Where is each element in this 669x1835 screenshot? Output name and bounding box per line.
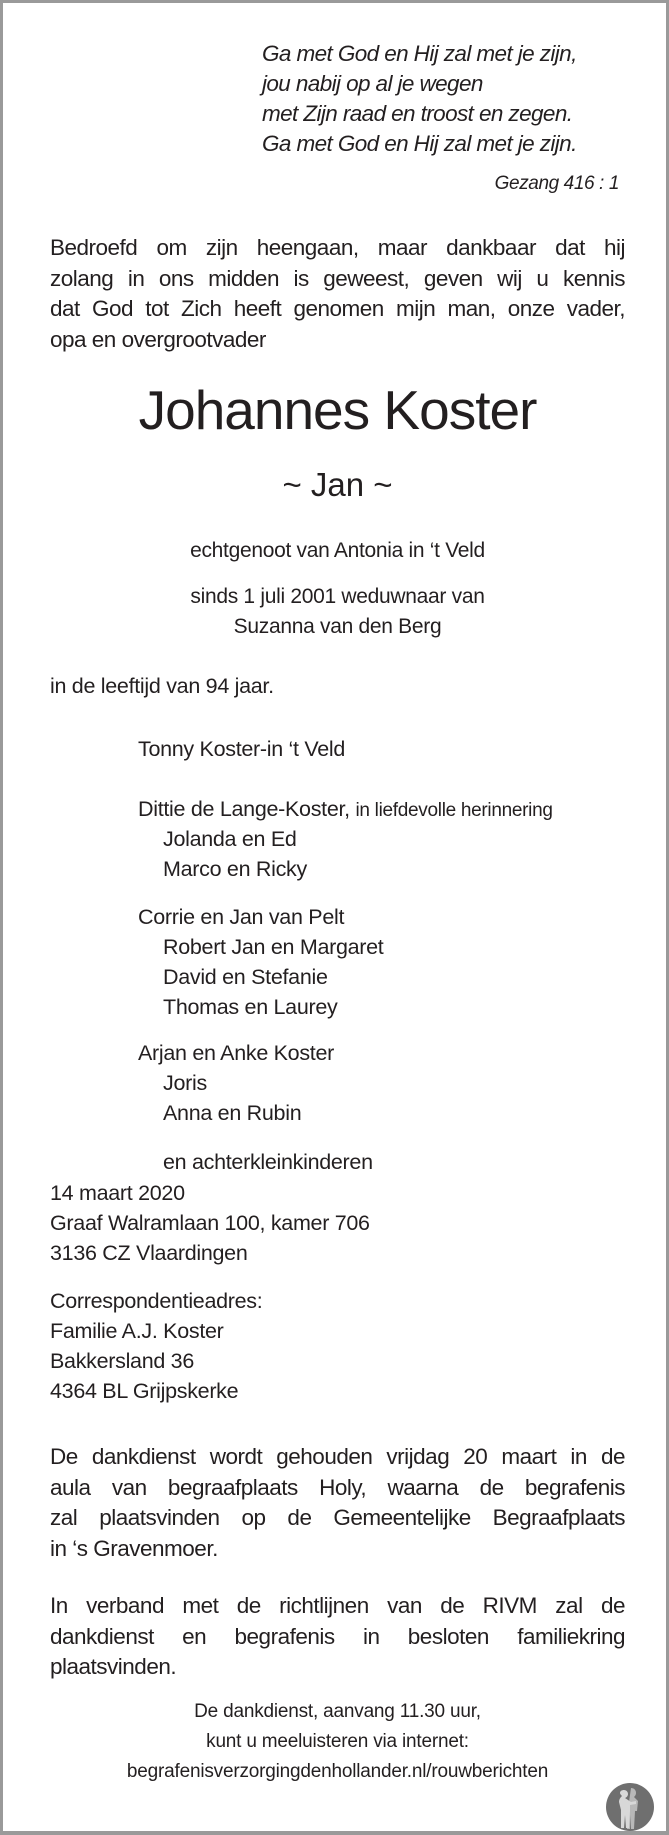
family-child: Corrie en Jan van Pelt [138,905,345,929]
great-grandchildren: en achterkleinkinderen [163,1150,373,1174]
poem-line: met Zijn raad en troost en zegen. [262,101,573,126]
notice-line: In verband met de richtlijnen van de RIVM zal de [50,1593,625,1618]
correspondence-label: Correspondentieadres: [50,1289,263,1313]
notice-paragraph [50,1591,625,1683]
correspondence-city: 4364 BL Grijpskerke [50,1379,239,1403]
spouse-line: echtgenoot van Antonia in ‘t Veld [190,539,485,562]
correspondence-name: Familie A.J. Koster [50,1319,224,1343]
deceased-name: Johannes Koster [138,379,537,441]
service-line: De dankdienst wordt gehouden vrijdag 20 maart in de [50,1444,625,1469]
footer-line: De dankdienst, aanvang 11.30 uur, [194,1701,481,1722]
intro-line: opa en overgrootvader [50,326,266,352]
family-child: Arjan en Anke Koster [138,1041,334,1065]
family-child [138,797,553,822]
grandchild: Jolanda en Ed [163,827,297,851]
age-line: in de leeftijd van 94 jaar. [50,674,274,698]
grandchild: Joris [163,1071,207,1095]
address-city: 3136 CZ Vlaardingen [50,1241,248,1265]
poem-line: jou nabij op al je wegen [262,71,483,96]
deceased-nickname: ~ Jan ~ [282,466,393,503]
service-line: in ‘s Gravenmoer. [50,1535,218,1561]
address-street: Graaf Walramlaan 100, kamer 706 [50,1211,370,1235]
intro-paragraph [50,233,625,355]
embracing-figures-logo-icon [605,1782,655,1832]
intro-line: zolang in ons midden is geweest, geven wij u kennis [50,265,625,291]
grandchild: Robert Jan en Margaret [163,935,384,959]
widower-name: Suzanna van den Berg [233,615,442,638]
date: 14 maart 2020 [50,1181,185,1205]
grandchild: Thomas en Laurey [163,995,338,1019]
child-note: in liefdevolle herinnering [355,800,553,821]
family-spouse: Tonny Koster-in ‘t Veld [138,737,346,761]
grandchild: David en Stefanie [163,965,328,989]
child-name: Dittie de Lange-Koster, [138,797,350,821]
notice-line: plaatsvinden. [50,1654,177,1679]
footer-line: kunt u meeluisteren via internet: [206,1731,469,1752]
service-line: aula van begraafplaats Holy, waarna de begrafenis [50,1474,625,1500]
grandchild: Anna en Rubin [163,1101,302,1125]
service-paragraph [50,1442,625,1564]
correspondence-street: Bakkersland 36 [50,1349,195,1373]
widower-line: sinds 1 juli 2001 weduwnaar van [190,585,485,608]
grandchild: Marco en Ricky [163,857,307,881]
poem-line: Ga met God en Hij zal met je zijn, [262,41,577,66]
notice-line: dankdienst en begrafenis in besloten familiekring [50,1623,625,1649]
footer-link[interactable]: begrafenisverzorgingdenhollander.nl/rouwberichten [126,1761,549,1782]
intro-line: Bedroefd om zijn heengaan, maar dankbaar dat hij [50,235,625,260]
service-line: zal plaatsvinden op de Gemeentelijke Begraafplaats [50,1505,625,1530]
intro-line: dat God tot Zich heeft genomen mijn man, onze vader, [50,296,625,321]
poem-line: Ga met God en Hij zal met je zijn. [262,131,577,156]
poem-source: Gezang 416 : 1 [494,173,619,194]
